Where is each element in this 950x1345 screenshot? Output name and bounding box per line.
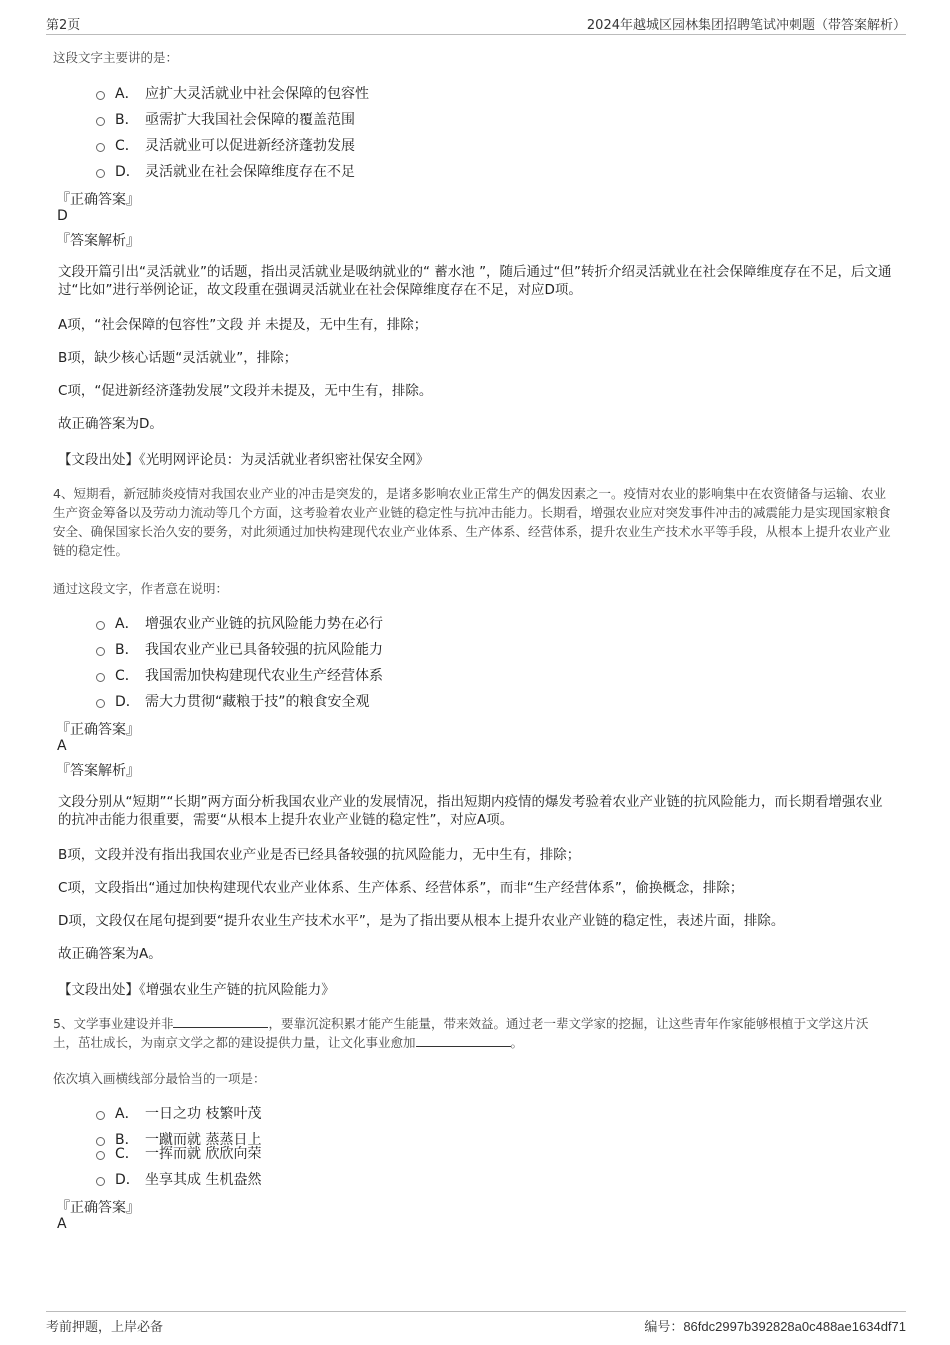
- q4-option-b[interactable]: B． 我国农业产业已具备较强的抗风险能力: [96, 639, 383, 659]
- q4-analysis-conclusion: 故正确答案为A。: [58, 946, 162, 962]
- q5-option-a[interactable]: A． 一日之功 枝繁叶茂: [96, 1103, 261, 1123]
- q3-answer-label: 『正确答案』: [56, 192, 140, 208]
- q4-option-a[interactable]: A． 增强农业产业链的抗风险能力势在必行: [96, 613, 383, 633]
- radio-icon[interactable]: [96, 647, 105, 656]
- q3-option-b[interactable]: B． 亟需扩大我国社会保障的覆盖范围: [96, 109, 355, 129]
- q5-text: 5、文学事业建设并非 ，要靠沉淀积累才能产生能量，带来效益。通过老一辈文学家的挖掘，让这些青年作家能够根植于文学这片沃土，茁壮成长，为南京文学之都的建设提供力量，让文化事业愈加 。: [53, 1016, 869, 1050]
- footer-note: 考前押题，上岸必备: [46, 1320, 164, 1335]
- q3-option-d[interactable]: D． 灵活就业在社会保障维度存在不足: [96, 161, 355, 181]
- q3-source: 【文段出处】《光明网评论员：为灵活就业者织密社保安全网》: [58, 452, 430, 468]
- radio-icon[interactable]: [96, 117, 105, 126]
- q5-answer-label: 『正确答案』: [56, 1200, 140, 1216]
- q5-prompt: 依次填入画横线部分最恰当的一项是：: [53, 1071, 266, 1086]
- radio-icon[interactable]: [96, 1111, 105, 1120]
- q4-analysis-d: D项，文段仅在尾句提到要“提升农业生产技术水平”，是为了指出要从根本上提升农业产业链的稳定性，表述片面，排除。: [58, 913, 785, 929]
- q5-option-b[interactable]: B． 一蹴而就 蒸蒸日上: [96, 1129, 261, 1149]
- q3-analysis-c: C项，“促进新经济蓬勃发展”文段并未提及，无中生有，排除。: [58, 383, 433, 399]
- q4-answer-label: 『正确答案』: [56, 722, 140, 738]
- page-header: [46, 12, 906, 35]
- page-number: 第2页: [46, 18, 81, 33]
- q4-option-d[interactable]: D． 需大力贯彻“藏粮于技”的粮食安全观: [96, 691, 370, 711]
- q4-analysis-main: 文段分别从“短期”“长期”两方面分析我国农业产业的发展情况，指出短期内疫情的爆发考验着农业产业链的抗风险能力，而长期看增强农业的抗冲击能力很重要，需要“从根本上提升农业产业链的稳定性”，对应A项。: [58, 794, 883, 828]
- q4-analysis-b: B项，文段并没有指出我国农业产业是否已经具备较强的抗风险能力，无中生有，排除；: [58, 847, 581, 863]
- radio-icon[interactable]: [96, 699, 105, 708]
- q3-analysis-conclusion: 故正确答案为D。: [58, 416, 163, 432]
- q5-answer: A: [57, 1216, 67, 1232]
- q4-option-c[interactable]: C． 我国需加快构建现代农业生产经营体系: [96, 665, 383, 685]
- q4-source: 【文段出处】《增强农业生产链的抗风险能力》: [58, 982, 335, 998]
- q3-analysis-a: A项，“社会保障的包容性”文段 并 未提及，无中生有，排除；: [58, 317, 428, 333]
- fill-blank-1: [173, 1015, 268, 1028]
- q3-analysis-main: 文段开篇引出“灵活就业”的话题，指出灵活就业是吸纳就业的“ 蓄水池 ”，随后通过“但”转折介绍灵活就业在社会保障维度存在不足，后文通过“比如”进行举例论证，故文段重在强调灵活就业在社会保障维度存在不足，对应D项。: [58, 264, 892, 298]
- radio-icon[interactable]: [96, 91, 105, 100]
- q4-prompt: 通过这段文字，作者意在说明：: [53, 581, 229, 596]
- document-code: 编号：86fdc2997b392828a0c488ae1634df71: [644, 1319, 906, 1335]
- q3-analysis-b: B项，缺少核心话题“灵活就业”，排除；: [58, 350, 298, 366]
- radio-icon[interactable]: [96, 1151, 105, 1160]
- q4-answer: A: [57, 738, 67, 754]
- radio-icon[interactable]: [96, 1177, 105, 1186]
- q4-analysis-c: C项，文段指出“通过加快构建现代农业产业体系、生产体系、经营体系”，而非“生产经营体系”，偷换概念，排除；: [58, 880, 744, 896]
- radio-icon[interactable]: [96, 143, 105, 152]
- q3-answer: D: [57, 208, 68, 224]
- radio-icon[interactable]: [96, 673, 105, 682]
- q3-option-c[interactable]: C． 灵活就业可以促进新经济蓬勃发展: [96, 135, 355, 155]
- radio-icon[interactable]: [96, 621, 105, 630]
- page-footer: [46, 1311, 906, 1336]
- q5-option-d[interactable]: D． 坐享其成 生机盎然: [96, 1169, 261, 1189]
- q5-option-c[interactable]: C． 一挥而就 欣欣向荣: [96, 1143, 261, 1163]
- fill-blank-2: [416, 1034, 511, 1047]
- q3-analysis-label: 『答案解析』: [56, 233, 140, 249]
- q3-prompt: 这段文字主要讲的是：: [53, 50, 179, 65]
- q4-analysis-label: 『答案解析』: [56, 763, 140, 779]
- q4-text: 4、短期看，新冠肺炎疫情对我国农业产业的冲击是突发的，是诸多影响农业正常生产的偶发因素之一。疫情对农业的影响集中在农资储备与运输、农业生产资金筹备以及劳动力流动等几个方面，这考验着农业产业链的稳定性与抗冲击能力。长期看，增强农业应对突发事件冲击的减震能力是实现国家粮食安全、确保国家长治久安的要务，对此须通过加快构建现代农业产业体系、生产体系、经营体系，提升农业生产技术水平等手段，从根本上提升农业产业链的稳定性。: [53, 486, 891, 558]
- radio-icon[interactable]: [96, 169, 105, 178]
- q3-option-a[interactable]: A． 应扩大灵活就业中社会保障的包容性: [96, 83, 369, 103]
- document-title: 2024年越城区园林集团招聘笔试冲刺题（带答案解析）: [586, 18, 906, 33]
